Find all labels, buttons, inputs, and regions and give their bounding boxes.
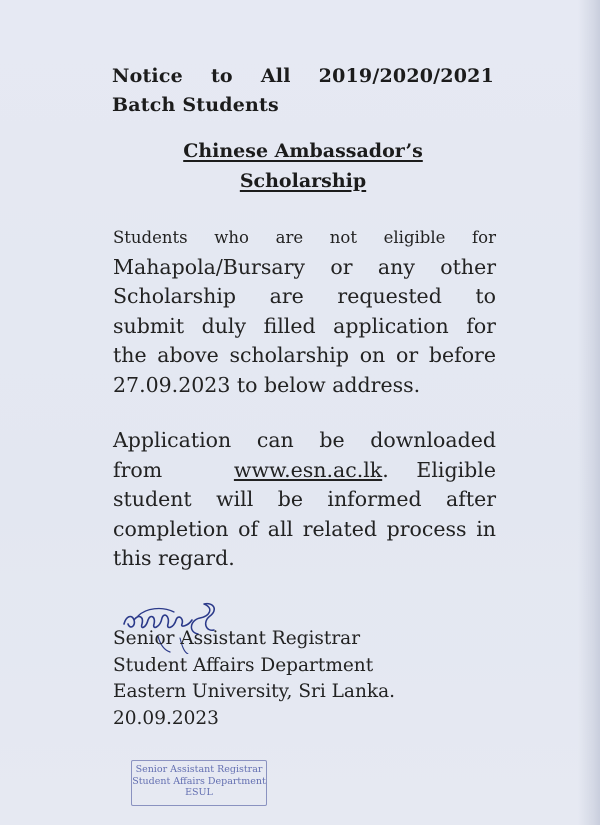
paragraph1-line5: the above scholarship on or before [113, 343, 496, 367]
signatory-details [113, 626, 493, 732]
paragraph2-line4: completion of all related process in [113, 516, 496, 541]
signatory-title: Senior Assistant Registrar [113, 628, 361, 649]
notice-heading-line1: Notice to All 2019/2020/2021 [112, 65, 494, 87]
signatory-university: Eastern University, Sri Lanka. [113, 681, 395, 702]
paragraph2-line2 [113, 456, 496, 486]
paragraph2-line3: student will be informed after [113, 487, 496, 511]
paragraph2-line1: Application can be downloaded [113, 428, 496, 452]
download-paragraph [113, 426, 496, 574]
scholarship-title [150, 136, 456, 196]
paragraph1-line2: Mahapola/Bursary or any other [113, 254, 496, 279]
stamp-line2: Student Affairs Department [132, 775, 266, 787]
notice-heading [112, 62, 494, 120]
notice-heading-line2: Batch Students [112, 94, 279, 116]
paragraph2-from: from [113, 457, 163, 482]
paragraph1-line6: 27.09.2023 to below address. [113, 372, 421, 397]
signatory-department: Student Affairs Department [113, 654, 374, 676]
paragraph1-line1 [113, 222, 496, 253]
stamp-line1: Senior Assistant Registrar [135, 764, 263, 775]
scholarship-title-line2: Scholarship [239, 170, 367, 192]
paragraph1-line3: Scholarship are requested to [113, 284, 496, 308]
paragraph2-line5: this regard. [113, 546, 235, 570]
eligibility-paragraph [113, 222, 496, 400]
paragraph2-eligible: . Eligible [382, 457, 496, 482]
paragraph1-line1-text: Students who are not eligible for [113, 228, 496, 247]
notice-date: 20.09.2023 [113, 707, 219, 729]
office-stamp [131, 760, 267, 806]
page-edge-shadow [578, 0, 600, 825]
stamp-line3: ESUL [185, 787, 213, 798]
website-link[interactable]: www.esn.ac.lk [233, 457, 383, 482]
scholarship-title-line1: Chinese Ambassador’s [183, 140, 423, 162]
paragraph1-line4: submit duly filled application for [113, 313, 496, 338]
